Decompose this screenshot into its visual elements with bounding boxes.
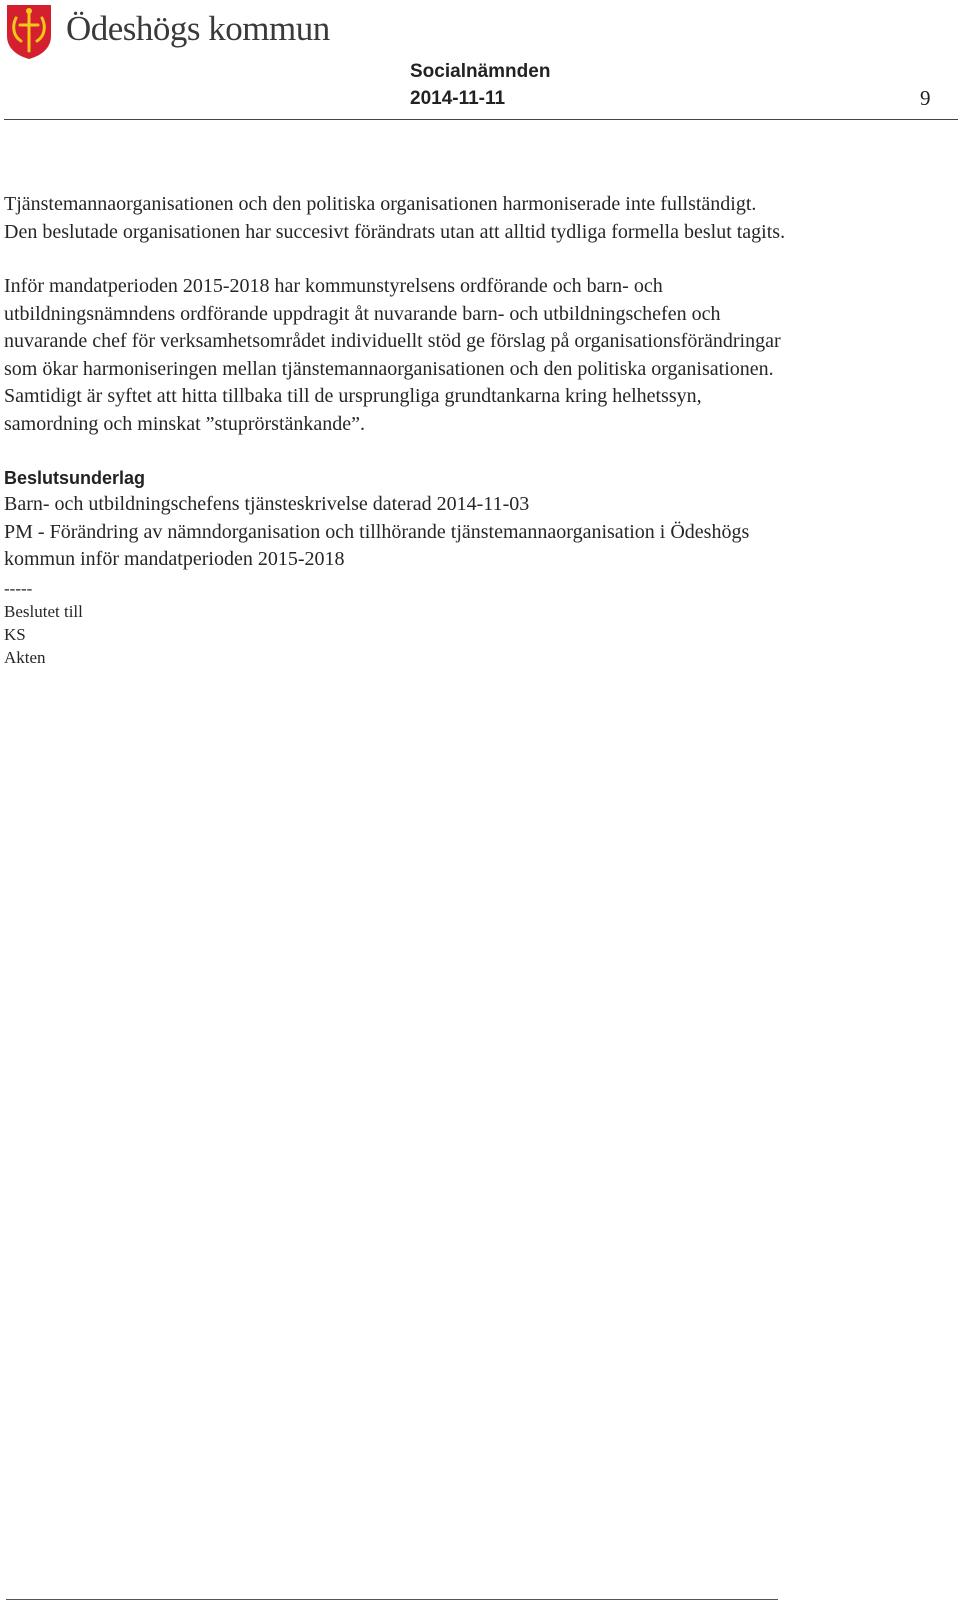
paragraph: Tjänstemannaorganisationen och den politiska organisationen harmoniserade inte fullständigt. Den beslutade organisationen har succesivt förändrats utan att alltid tydliga formella beslut tagits. <box>4 193 786 243</box>
municipality-name: Ödeshögs kommun <box>66 9 330 48</box>
distribution-recipient: KS <box>4 624 26 644</box>
committee-name: Socialnämnden <box>410 61 551 82</box>
document-header <box>410 58 550 112</box>
document-body <box>4 191 794 669</box>
municipal-coat-of-arms-icon <box>4 2 54 60</box>
basis-document-item: Barn- och utbildningschefens tjänsteskrivelse daterad 2014-11-03 <box>4 493 530 515</box>
meeting-date: 2014-11-11 <box>410 88 506 109</box>
logo <box>4 2 330 60</box>
separator-dashes: ----- <box>4 578 33 598</box>
header-divider <box>4 119 958 120</box>
basis-document-item: PM - Förändring av nämndorganisation och tillhörande tjänstemannaorganisation i Ödeshögs kommun inför mandatperioden 2015-2018 <box>4 520 750 570</box>
section-heading-beslutsunderlag: Beslutsunderlag <box>4 468 146 488</box>
page-number: 9 <box>920 86 931 110</box>
footer-divider <box>6 1599 778 1600</box>
distribution-recipient: Akten <box>4 647 46 667</box>
distribution-label: Beslutet till <box>4 601 83 621</box>
paragraph: Inför mandatperioden 2015-2018 har kommunstyrelsens ordförande och barn- och utbildningsnämndens ordförande uppdragit åt nuvarande barn- och utbildningschefen och nuvarande chef för verksamhetsområdet individuellt stöd ge förslag på organisationsförändringar som ökar harmoniseringen mellan tjänstemannaorganisationen och den politiska organisationen. Samtidigt är syftet att hitta tillbaka till de ursprungliga grundtankarna kring helhetssyn, samordning och minskat ”stuprörstänkande”. <box>4 275 781 435</box>
